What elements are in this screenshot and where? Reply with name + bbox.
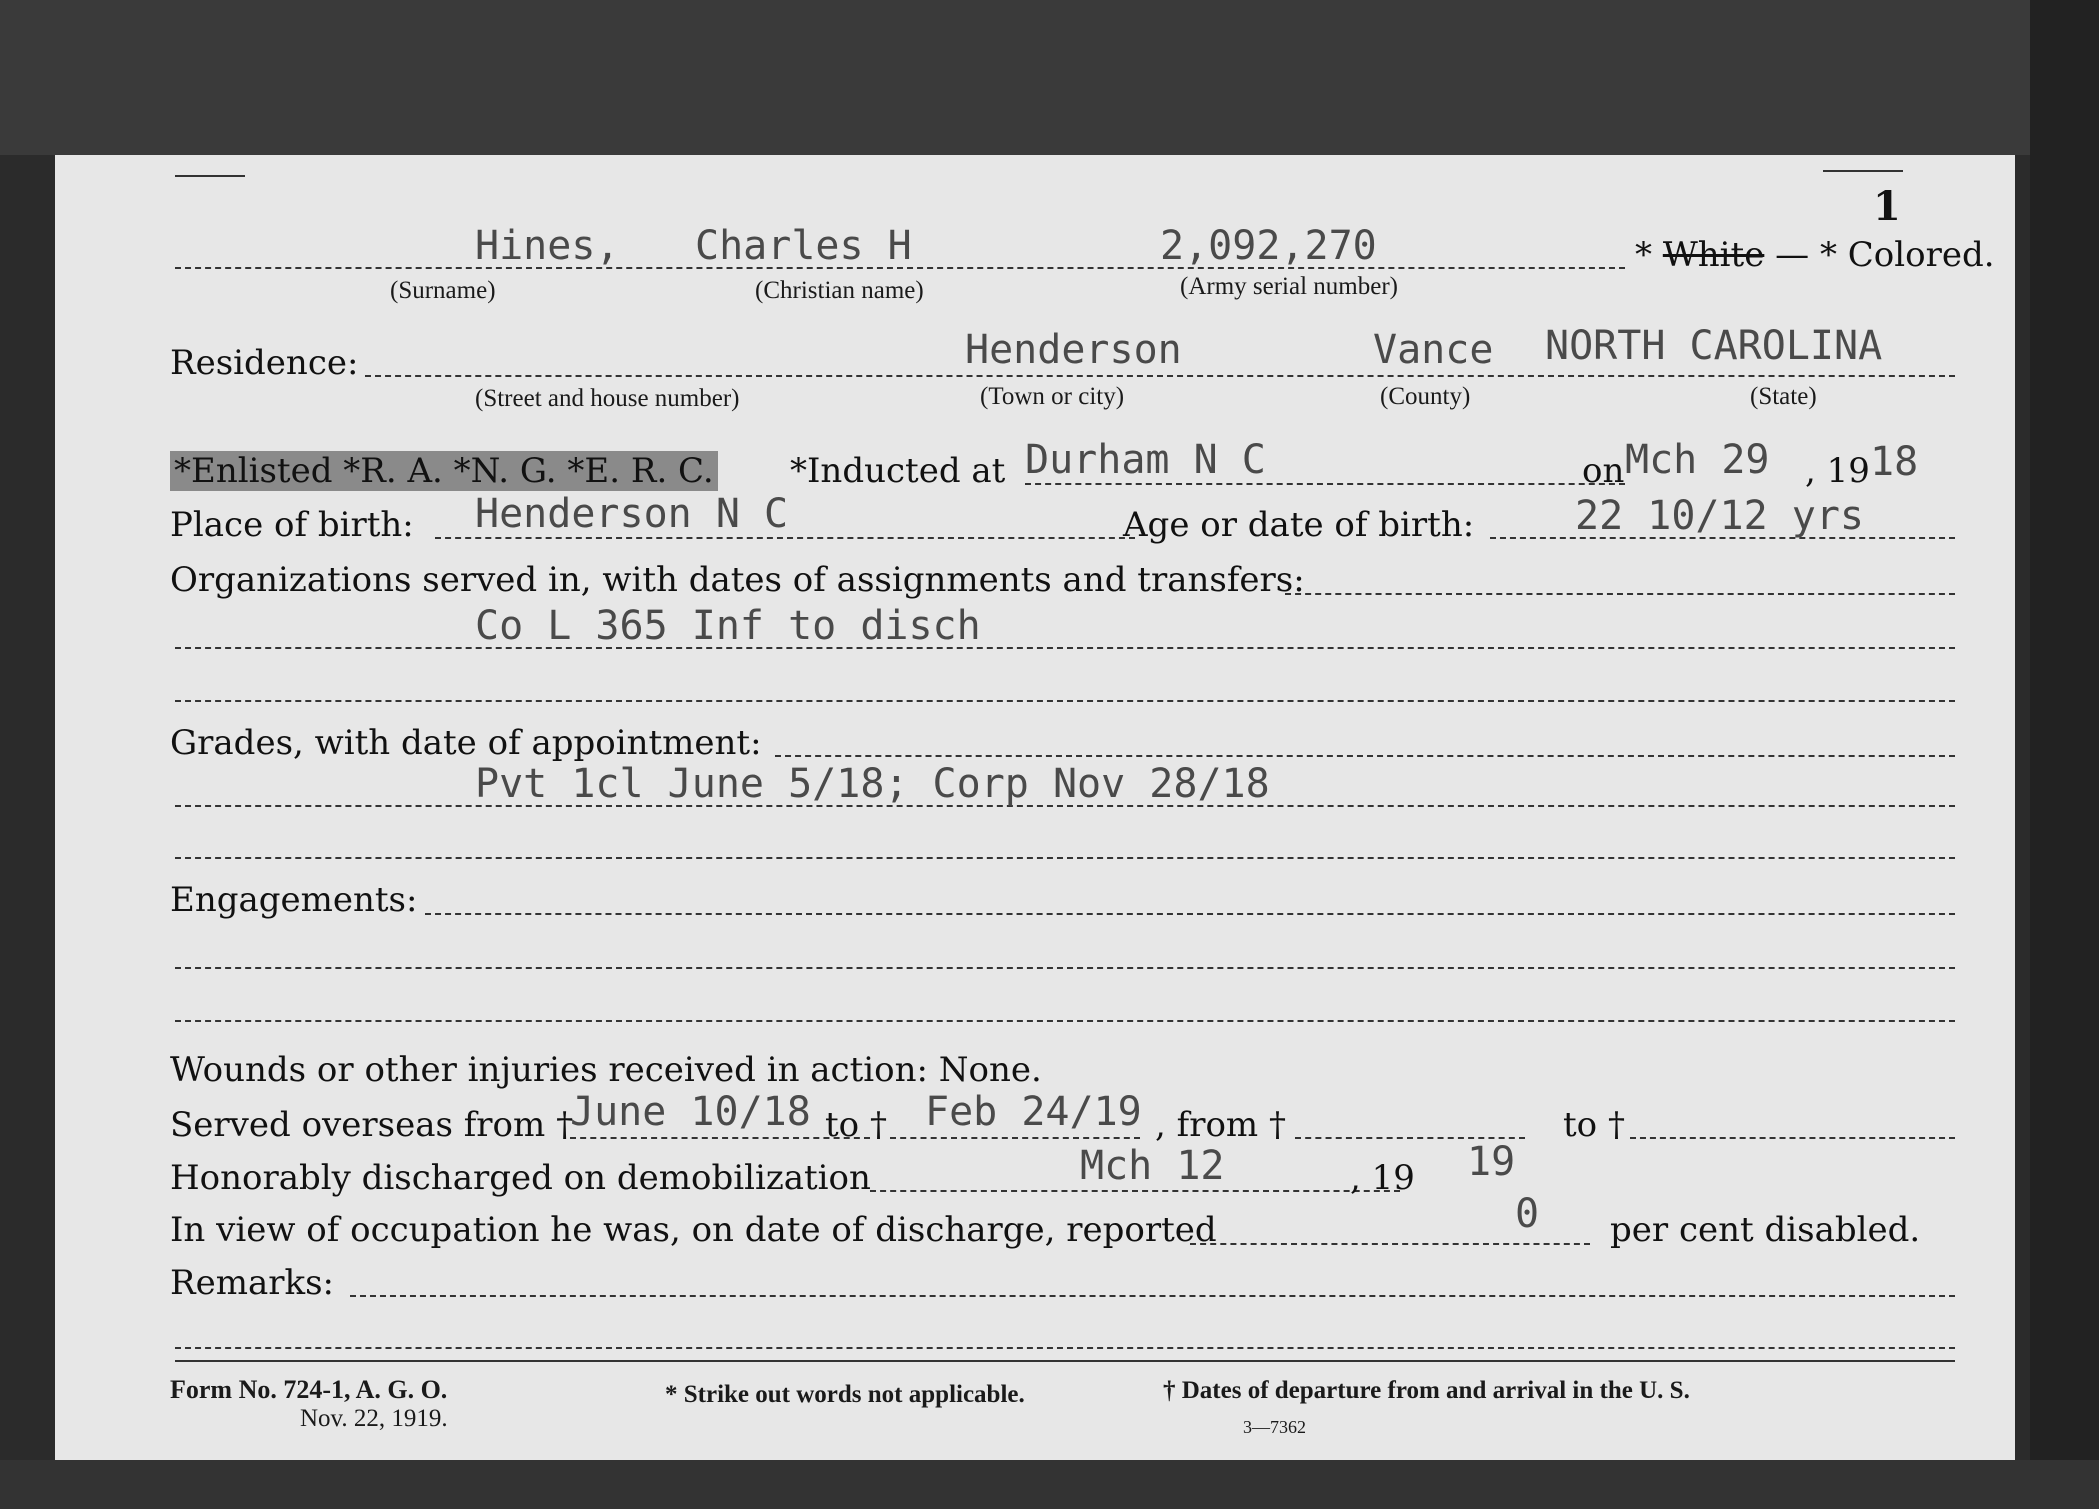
overseas-from2-label: , from † [1155, 1105, 1286, 1145]
remarks-line-1 [350, 1295, 1955, 1297]
state-caption: (State) [1750, 383, 1817, 410]
card-number: 1 [1873, 183, 1901, 230]
remarks-line-2 [175, 1347, 1955, 1349]
discharged-label: Honorably discharged on demobilization [170, 1158, 871, 1198]
overseas-to-line [890, 1137, 1140, 1139]
engagements-line-2 [175, 967, 1955, 969]
county-caption: (County) [1380, 383, 1471, 410]
engagements-line-3 [175, 1020, 1955, 1022]
organizations-line-2 [175, 647, 1955, 649]
organizations-label: Organizations served in, with dates of assignments and transfers: [170, 560, 1305, 600]
wounds-label: Wounds or other injuries received in action: None. [170, 1050, 1042, 1090]
per-cent-label: per cent disabled. [1610, 1210, 1921, 1250]
inducted-date-value: Mch 29 [1625, 437, 1770, 483]
inducted-at-value: Durham N C [1025, 437, 1266, 483]
grades-line-3 [175, 857, 1955, 859]
place-of-birth-line [435, 537, 1135, 539]
grades-value: Pvt 1cl June 5/18; Corp Nov 28/18 [475, 761, 1270, 807]
overseas-to-value: Feb 24/19 [925, 1089, 1142, 1135]
overseas-to2-line [1630, 1137, 1955, 1139]
discharge-year-value: 19 [1467, 1139, 1516, 1185]
age-label: Age or date of birth: [1123, 505, 1475, 545]
grades-label: Grades, with date of appointment: [170, 723, 762, 763]
engagements-label: Engagements: [170, 880, 418, 920]
place-of-birth-value: Henderson N C [475, 491, 789, 537]
organization-value: Co L 365 Inf to disch [475, 603, 981, 649]
occupation-label: In view of occupation he was, on date of discharge, reported [170, 1210, 1217, 1250]
background-bottom [0, 1460, 2099, 1509]
overseas-to-label: to † [825, 1105, 887, 1145]
race-options: * White — * Colored. [1635, 235, 1995, 275]
residence-line [365, 375, 1955, 377]
discharge-date-value: Mch 12 [1080, 1143, 1225, 1189]
background-right [2030, 0, 2099, 1509]
disabled-percent-value: 0 [1515, 1191, 1540, 1237]
remarks-label: Remarks: [170, 1263, 334, 1303]
residence-county-value: Vance [1373, 327, 1494, 373]
year-prefix-label: , 19 [1805, 451, 1870, 491]
inducted-label: *Inducted at [790, 451, 1006, 491]
residence-label: Residence: [170, 343, 359, 383]
overseas-to2-label: to † [1563, 1105, 1625, 1145]
top-left-rule [175, 175, 245, 177]
serial-number-value: 2,092,270 [1160, 223, 1377, 269]
inducted-line [1025, 483, 1625, 485]
strike-note: * Strike out words not applicable. [665, 1381, 1025, 1408]
discharged-line [870, 1190, 1400, 1192]
top-right-rule [1823, 170, 1903, 172]
age-value: 22 10/12 yrs [1575, 493, 1864, 539]
serial-number-caption: (Army serial number) [1180, 273, 1398, 300]
footer-rule [175, 1360, 1955, 1362]
service-record-card [55, 155, 2015, 1460]
surname-value: Hines, [475, 223, 620, 269]
street-caption: (Street and house number) [475, 385, 740, 412]
form-number: Form No. 724-1, A. G. O. [170, 1375, 448, 1404]
christian-name-caption: (Christian name) [755, 277, 924, 304]
residence-state-value: NORTH CAROLINA [1545, 323, 1883, 369]
print-code: 3—7362 [1243, 1417, 1306, 1437]
residence-town-value: Henderson [965, 327, 1182, 373]
form-date: Nov. 22, 1919. [300, 1405, 448, 1432]
engagements-line-1 [425, 913, 1955, 915]
overseas-from-value: June 10/18 [570, 1089, 811, 1135]
dates-note: † Dates of departure from and arrival in the U. S. [1163, 1377, 1690, 1404]
enlisted-options: *Enlisted *R. A. *N. G. *E. R. C. [170, 451, 718, 491]
discharged-year-label: , 19 [1350, 1158, 1415, 1198]
place-of-birth-label: Place of birth: [170, 505, 414, 545]
served-overseas-label: Served overseas from † [170, 1105, 574, 1145]
on-label: on [1582, 451, 1625, 491]
occupation-line [1190, 1243, 1590, 1245]
surname-caption: (Surname) [390, 277, 496, 304]
organizations-line-3 [175, 700, 1955, 702]
christian-name-value: Charles H [695, 223, 912, 269]
background-top [0, 0, 2099, 155]
inducted-year-value: 18 [1870, 439, 1919, 485]
organizations-line-1 [1285, 593, 1955, 595]
grades-line-1 [775, 755, 1955, 757]
town-caption: (Town or city) [980, 383, 1125, 410]
